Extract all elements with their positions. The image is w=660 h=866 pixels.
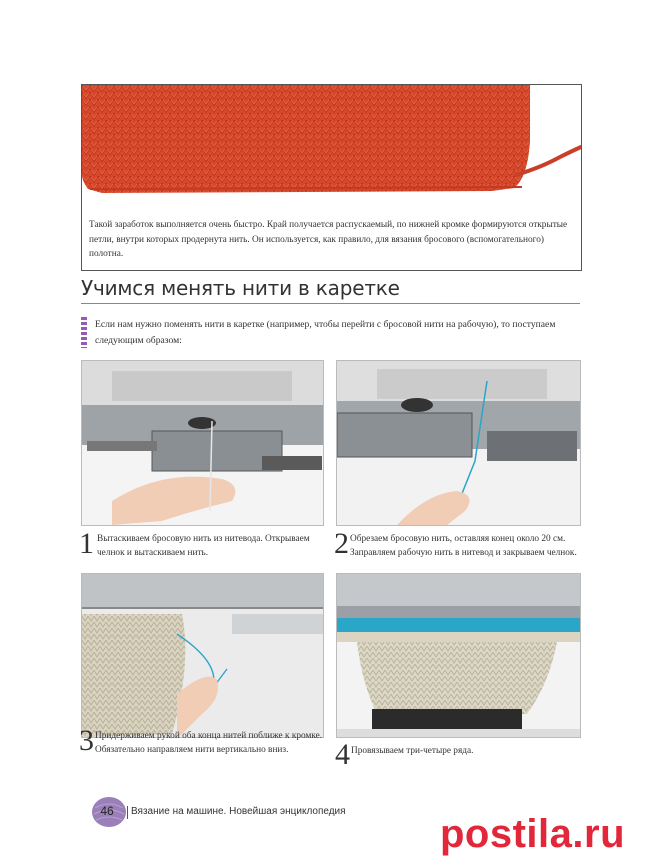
watermark-logo: postila.ru xyxy=(440,812,626,856)
knitted-fabric-photo xyxy=(82,85,581,203)
step-2-text: Обрезаем бросовую нить, оставляя конец около 20 см. Заправляем рабочую нить в нитевод и закрываем челнок. xyxy=(350,534,577,558)
top-photo-caption: Такой заработок выполняется очень быстро. Край получается распускаемый, по нижней кромке формируются открытые петли, внутри которых продернута нить. Он используется, как правило, для вязания бросового (вспомогательного) полотна. xyxy=(89,220,568,259)
footer-separator xyxy=(127,806,128,819)
intro-text: Если нам нужно поменять нити в каретке (например, чтобы перейти с бросовой нити на рабочую), то поступаем следующим образом: xyxy=(95,319,556,346)
page-number: 46 xyxy=(100,804,114,818)
step-4-number: 4 xyxy=(335,738,350,771)
step-2-photo xyxy=(336,360,581,526)
step-1-number: 1 xyxy=(79,527,94,560)
section-title: Учимся менять нити в каретке xyxy=(81,276,400,300)
top-photo-box xyxy=(81,84,582,271)
step-1-text: Вытаскиваем бросовую нить из нитевода. Открываем челнок и вытаскиваем нить. xyxy=(97,534,310,558)
step-1-photo xyxy=(81,360,324,526)
footer-book-title: Вязание на машине. Новейшая энциклопедия xyxy=(131,806,346,817)
step-4-text: Провязываем три-четыре ряда. xyxy=(351,746,474,756)
step-3-photo xyxy=(81,573,324,738)
section-divider xyxy=(81,303,580,304)
step-4-photo xyxy=(336,573,581,738)
page-number-badge xyxy=(91,796,129,828)
step-3-number: 3 xyxy=(79,724,94,757)
intro-accent-bar xyxy=(81,317,87,348)
step-2-number: 2 xyxy=(334,527,349,560)
intro-block xyxy=(81,317,580,349)
step-3-text: Придерживаем рукой оба конца нитей поближе к кромке. Обязательно направляем нити вертикально вниз. xyxy=(95,731,323,755)
